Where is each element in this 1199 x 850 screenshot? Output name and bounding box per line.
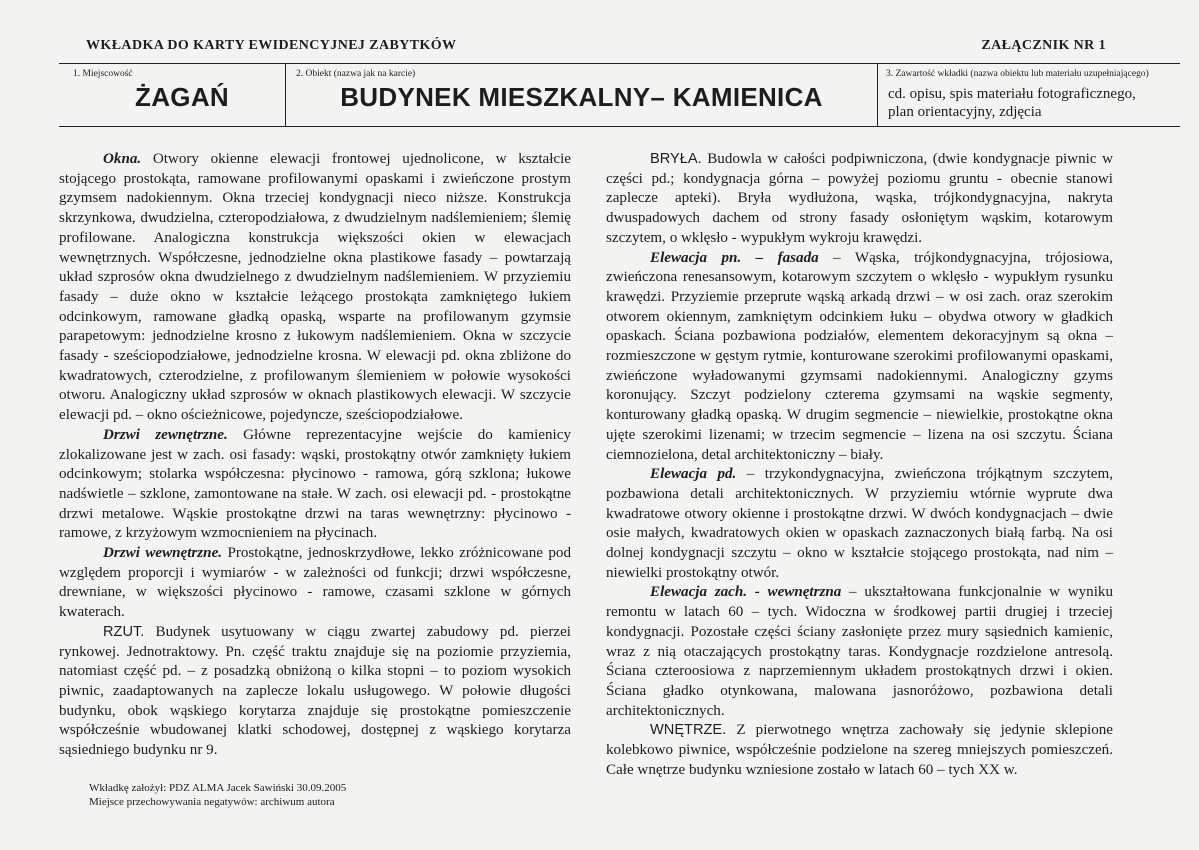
paragraph-okna [59,150,571,426]
contents-line-1: cd. opisu, spis materiału fotograficznego, [888,86,1136,102]
locality-label: 1. Miejscowość [73,69,133,79]
text-wnetrze: Z pierwotnego wnętrza zachowały się jedynie sklepione kolebkowo piwnice, współcześnie podzielone na szereg mniejszych pomieszczeń. Całe wnętrze budynku wzniesione zostało w latach 60 – tych XX w. [606,722,1113,778]
paragraph-elewacja-zach [606,583,1113,721]
heading-drzwi-zewnetrzne: Drzwi zewnętrzne. [103,426,228,443]
heading-okna: Okna. [103,151,142,167]
object-cell [285,64,878,126]
contents-line-2: plan orientacyjny, zdjęcia [888,104,1042,120]
paragraph-rzut [59,623,571,761]
right-column [606,150,1113,781]
locality-value: ŻAGAŃ [135,82,229,112]
heading-rzut: RZUT. [103,623,145,640]
paragraph-wnetrze [606,721,1113,780]
contents-cell [876,64,1180,126]
heading-elewacja-zach: Elewacja zach. - wewnętrzna [650,584,842,601]
text-elewacja-zach: – ukształtowana funkcjonalnie w wyniku remontu w latach 60 – tych. Widoczna w środkowej partii drugiej i trzeciej kondygnacji. Pozostałe części ściany zasłonięte przez mury sąsiednich kamienic, wraz z nią otaczających prostokątny taras. Kondygnacje rozdzielone antresolą. Ściana czteroosiowa z naprzemiennym układem prostokątnych drzwi i okien. Ściana gładko otynkowana, malowana jasnoróżowo, pozbawiona detali architektonicznych. [606,584,1114,719]
heading-elewacja-pd: Elewacja pd. [650,466,737,483]
locality-cell [59,64,285,126]
object-value: BUDYNEK MIESZKALNY– KAMIENICA [340,82,823,112]
text-drzwi-wewnetrzne: Prostokątne, jednoskrzydłowe, lekko zróżnicowane pod względem proporcji i wymiarów - w zależności od funkcji; drzwi współczesne, drewniane, w większości płycinowo - ramowe, czasami szklone w górnych kwaterach. [59,545,572,621]
text-bryla: Budowla w całości podpiwniczona, (dwie kondygnacje piwnic w części pd.; kondygnacja górna – powyżej poziomu gruntu - obecnie stanowi zaplecze apteki). Bryła wydłużona, wąska, trójkondygnacyjna, nakryta dwuspadowych dachem od strony fasady osłoniętym wąskim, kotarowym szczytem, o wklęsło - wypukłym wykroju krawędzi. [606,151,1113,246]
contents-label: 3. Zawartość wkładki (nazwa obiektu lub materiału uzupełniającego) [886,69,1149,79]
paragraph-drzwi-zewnetrzne [59,426,571,544]
heading-drzwi-wewnetrzne: Drzwi wewnętrzne. [103,545,223,562]
heading-elewacja-pn: Elewacja pn. – fasada [650,249,819,266]
annex-number: ZAŁĄCZNIK NR 1 [981,38,1106,53]
text-okna: Otwory okienne elewacji frontowej ujednolicone, w kształcie stojącego prostokąta, ramowane profilowanymi opaskami i zwieńczone prostym gzymsem nadokiennym. Okna trzeciej kondygnacji nieco niższe. Konstrukcja skrzynkowa, dwudzielna, czteropodziałowa, z dwudzielnym nadślemieniem; ślemię profilowane. Analogiczna konstrukcja większości okien w elewacjach wewnętrznych. Współczesne, jednodzielne okna plastikowe fasady – powtarzają układ szprosów okna dwudzielnego z dwudzielnym nadślemieniem. W przyziemiu fasady – duże okno w kształcie leżącego prostokąta zamkniętego łukiem odcinkowym, ramowane gładką opaską, wsparte na profilowanym gzymsie parapetowym: jednodzielne krosno z łukowym nadślemieniem. Okna w szczycie fasady - sześciopodziałowe, jednodzielne krosna. W elewacji pd. okna zbliżone do kwadratowych, czterodzielne, z profilowanym ślemieniem w połowie wysokości otworu. Analogiczny układ szprosów w oknach plastikowych elewacji. W szczycie elewacji pd. – okno ościeżnicowe, pojedyncze, sześciopodziałowe. [59,151,571,424]
contents-value [888,85,1176,121]
text-rzut: Budynek usytuowany w ciągu zwartej zabudowy pd. pierzei rynkowej. Jednotraktowy. Pn. część traktu znajduje się na poziomie przyziemia, natomiast część pd. – z posadzką obniżoną o kilka stopni – to poziom wysokich piwnic, zaadaptowanych na zaplecze lokalu usługowego. W połowie długości budynku, obok wąskiego korytarza znajduje się prostokątne pomieszczenie współcześnie wbudowanej klatki schodowej, dostępnej z wąskiego korytarza sąsiedniego budynku nr 9. [59,623,571,759]
object-label: 2. Obiekt (nazwa jak na karcie) [296,69,416,79]
heading-wnetrze: WNĘTRZE. [650,722,727,739]
text-drzwi-zewnetrzne: Główne reprezentacyjne wejście do kamienicy zlokalizowane jest w zach. osi fasady: wąski, prostokątny otwór zamknięty łukiem odcinkowym; stolarka współczesna: płycinowo - ramowa, górą szklona; łukowe nadświetle – szklone, zamontowane na stałe. W zach. osi elewacji pd. - prostokątne drzwi metalowe. Wąskie prostokątne drzwi na taras wewnętrzny: płycinowo - ramowe, z krzyżowym wzmocnieniem na płycinach. [59,426,571,542]
footer-author: Wkładkę założył: PDZ ALMA Jacek Sawiński 30.09.2005 [89,782,347,794]
paragraph-elewacja-pn [606,249,1113,466]
footer-note [89,781,346,809]
header-table [59,63,1180,127]
paragraph-drzwi-wewnetrzne [59,544,571,623]
document-title: WKŁADKA DO KARTY EWIDENCYJNEJ ZABYTKÓW [86,38,457,53]
paragraph-bryla [606,150,1113,249]
heading-bryla: BRYŁA. [650,151,702,167]
text-elewacja-pn: – Wąska, trójkondygnacyjna, trójosiowa, zwieńczona renesansowym, kotarowym szczytem o wklęsło - wypukłym rysunku krawędzi. Przyziemie przeprute wąską arkadą drzwi – w osi zach. oraz szerokim otworem okiennym, zamkniętym odcinkiem łuku – obydwa otwory w gładkich opaskach. Ściana pozbawiona podziałów, elementem dekoracyjnym są okna – rozmieszczone w gęstym rytmie, konturowane szerokimi profilowanymi opaskami, zwieńczone wyładowanymi gzymsami nadokiennymi. Analogiczny gzyms koronujący. Szczyt podzielony czterema gzymsami na wąskie segmenty, konturowany gładką opaską. W drugim segmencie – niewielkie, prostokątne okna ujęte szerokimi lizenami; w trzecim segmencie – lizena na osi szczytu. Ściana ciemnozielona, detal architektoniczny – biały. [606,249,1113,463]
footer-negatives: Miejsce przechowywania negatywów: archiwum autora [89,796,335,808]
paragraph-elewacja-pd [606,465,1113,583]
text-elewacja-pd: – trzykondygnacyjna, zwieńczona trójkątnym szczytem, pozbawiona detali architektonicznych. W przyziemiu wtórnie wyprute dwa kwadratowe otwory okienne i prostokątne drzwi. W dwóch kondygnacjach – dwie osie małych, kwadratowych okien w opaskach zaznaczonych białą farbą. Na osi dolnej kondygnacji szczytu – okno w kształcie stojącego prostokąta, nad nim – niewielki prostokątny otwór. [606,466,1113,581]
left-column [59,150,571,761]
